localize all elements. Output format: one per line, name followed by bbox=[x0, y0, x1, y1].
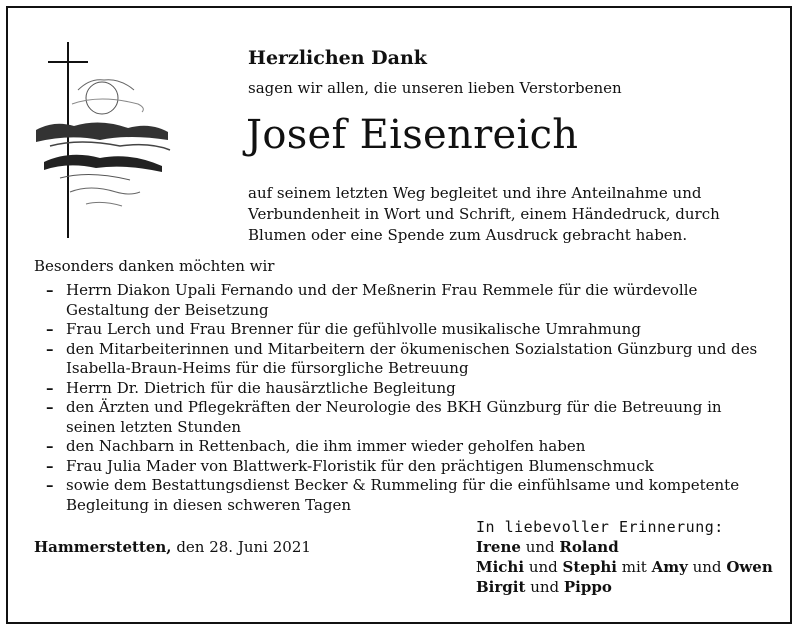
gratitude-paragraph bbox=[248, 183, 768, 246]
dash-marker: – bbox=[46, 320, 54, 338]
memory-line: Birgit und Pippo bbox=[476, 578, 612, 596]
list-item: – Frau Julia Mader von Blattwerk-Floristik für den prächtigen Blumenschmuck bbox=[46, 456, 654, 475]
gratitude-line: Blumen oder eine Spende zum Ausdruck gebracht haben. bbox=[248, 226, 688, 244]
list-item: – Herrn Diakon Upali Fernando und der Meßnerin Frau Remmele für die würdevolle Gestaltung der Beisetzung bbox=[46, 281, 698, 319]
thanks-lead: Besonders danken möchten wir bbox=[34, 257, 275, 275]
list-item: – Frau Lerch und Frau Brenner für die gefühlvolle musikalische Umrahmung bbox=[46, 320, 641, 338]
list-item: – den Nachbarn in Rettenbach, die ihm immer wieder geholfen haben bbox=[46, 437, 586, 455]
memory-signature bbox=[476, 517, 773, 597]
place-date bbox=[34, 538, 311, 556]
gratitude-line: auf seinem letzten Weg begleitet und ihre Anteilnahme und bbox=[248, 184, 702, 202]
memory-line: Michi und Stephi mit Amy und Owen bbox=[476, 558, 773, 576]
place: Hammerstetten, bbox=[34, 538, 172, 556]
list-item: – den Mitarbeiterinnen und Mitarbeitern der ökumenischen Sozialstation Günzburg und des Isabella-Braun-Heims für die fürsorgliche Betreuung bbox=[46, 339, 758, 377]
dash-marker: – bbox=[46, 398, 54, 416]
thanks-list bbox=[34, 281, 780, 515]
memory-heading: In liebevoller Erinnerung: bbox=[476, 518, 724, 536]
dash-marker: – bbox=[46, 378, 54, 397]
intro-text: sagen wir allen, die unseren lieben Verstorbenen bbox=[248, 79, 622, 97]
list-item: – sowie dem Bestattungsdienst Becker & Rummeling für die einfühlsame und kompetente Begleitung in diesen schweren Tagen bbox=[46, 476, 740, 514]
deceased-name: Josef Eisenreich bbox=[246, 112, 579, 158]
cross-landscape-icon bbox=[30, 42, 180, 238]
heading-title: Herzlichen Dank bbox=[248, 47, 427, 69]
memory-line: Irene und Roland bbox=[476, 538, 619, 556]
dash-marker: – bbox=[46, 281, 54, 299]
dash-marker: – bbox=[46, 437, 54, 455]
dash-marker: – bbox=[46, 456, 54, 475]
gratitude-line: Verbundenheit in Wort und Schrift, einem Händedruck, durch bbox=[248, 205, 720, 223]
dash-marker: – bbox=[46, 339, 54, 358]
list-item: – Herrn Dr. Dietrich für die hausärztliche Begleitung bbox=[46, 378, 456, 397]
date: den 28. Juni 2021 bbox=[176, 538, 311, 556]
dash-marker: – bbox=[46, 476, 54, 494]
list-item: – den Ärzten und Pflegekräften der Neurologie des BKH Günzburg für die Betreuung in seinen letzten Stunden bbox=[46, 398, 722, 436]
